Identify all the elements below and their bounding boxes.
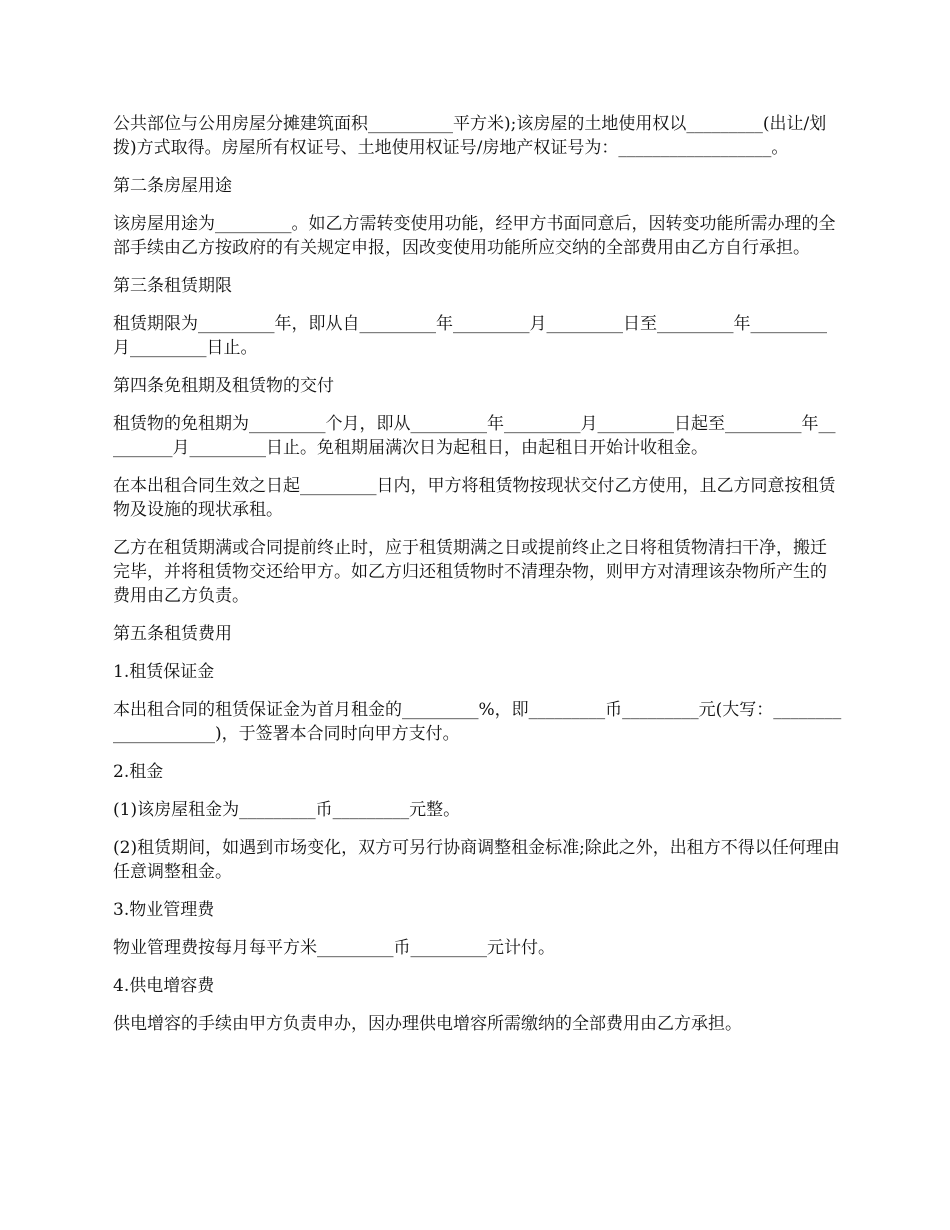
paragraph-rent-amount: (1)该房屋租金为_________币_________元整。 [113, 800, 461, 820]
paragraph-rent-free-period: 租赁物的免租期为_________个月，即从_________年_________月_________日起至_________年_________月_________日止。免租期届满次日为起租日，由起租日开始计收租金。 [113, 414, 836, 458]
heading-property-management-fee: 3.物业管理费 [113, 900, 215, 920]
paragraph-deposit: 本出租合同的租赁保证金为首月租金的_________%，即_________币_________元(大写：____________________)，于签署本合同时向甲方支付。 [113, 700, 842, 744]
heading-article-5-lease-fees: 第五条租赁费用 [113, 624, 232, 644]
heading-article-4-rent-free-delivery: 第四条免租期及租赁物的交付 [113, 376, 334, 396]
paragraph-delivery: 在本出租合同生效之日起_________日内，甲方将租赁物按现状交付乙方使用，且乙方同意按租赁物及设施的现状承租。 [113, 476, 836, 520]
paragraph-land-use-rights: 公共部位与公用房屋分摊建筑面积__________平方米);该房屋的土地使用权以_________(出让/划拨)方式取得。房屋所有权证号、土地使用权证号/房地产权证号为：__________________。 [113, 114, 827, 158]
heading-rent: 2.租金 [113, 762, 164, 782]
paragraph-property-management-fee: 物业管理费按每月每平方米_________币_________元计付。 [113, 938, 555, 958]
heading-article-3-lease-term: 第三条租赁期限 [113, 276, 232, 296]
heading-article-2-house-use: 第二条房屋用途 [113, 176, 232, 196]
paragraph-lease-term: 租赁期限为_________年，即从自_________年_________月_________日至_________年_________月_________日止。 [113, 314, 827, 358]
paragraph-power-capacity-fee: 供电增容的手续由甲方负责申办，因办理供电增容所需缴纳的全部费用由乙方承担。 [113, 1014, 742, 1034]
paragraph-rent-adjustment: (2)租赁期间，如遇到市场变化，双方可另行协商调整租金标准;除此之外，出租方不得以任何理由任意调整租金。 [113, 838, 840, 882]
paragraph-return-property: 乙方在租赁期满或合同提前终止时，应于租赁期满之日或提前终止之日将租赁物清扫干净，搬迁完毕，并将租赁物交还给甲方。如乙方归还租赁物时不清理杂物，则甲方对清理该杂物所产生的费用由乙方负责。 [113, 538, 827, 606]
heading-power-capacity-fee: 4.供电增容费 [113, 976, 215, 996]
heading-deposit: 1.租赁保证金 [113, 662, 215, 682]
paragraph-house-use: 该房屋用途为_________。如乙方需转变使用功能，经甲方书面同意后，因转变功能所需办理的全部手续由乙方按政府的有关规定申报，因改变使用功能所应交纳的全部费用由乙方自行承担。 [113, 214, 836, 258]
document-body [113, 112, 843, 1050]
